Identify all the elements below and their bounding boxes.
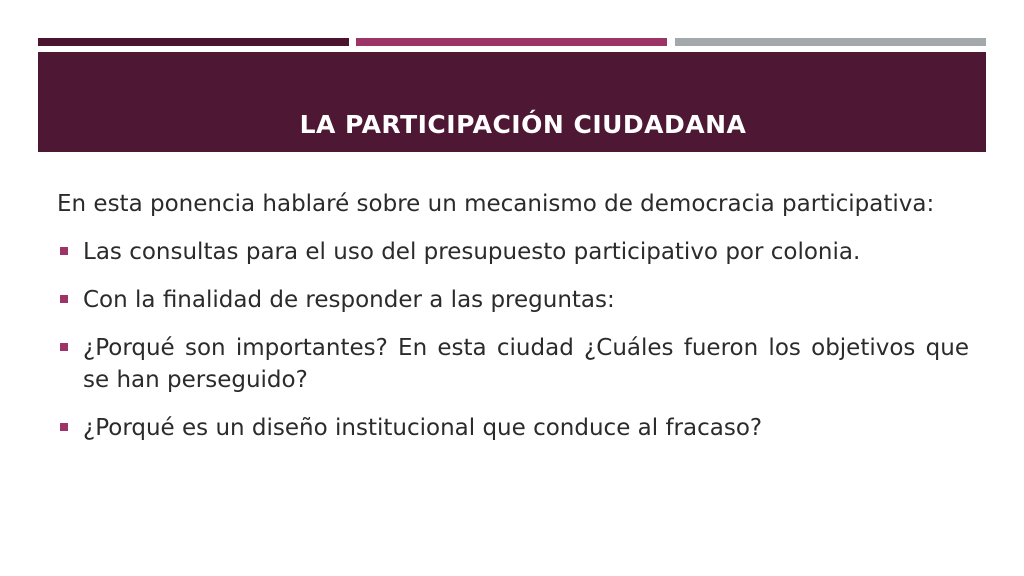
bullet-text: ¿Porqué es un diseño institucional que conduce al fracaso?	[83, 415, 763, 441]
square-bullet-icon	[60, 295, 68, 303]
list-item	[57, 284, 969, 316]
bullet-text: Las consultas para el uso del presupuesto participativo por colonia.	[83, 239, 861, 265]
bullet-list	[57, 236, 969, 444]
accent-bar-gray	[675, 38, 986, 46]
square-bullet-icon	[60, 423, 68, 431]
list-item	[57, 332, 969, 396]
intro-text: En esta ponencia hablaré sobre un mecanismo de democracia participativa:	[57, 191, 935, 217]
accent-bar-dark	[38, 38, 349, 46]
accent-bar-magenta	[356, 38, 667, 46]
list-item	[57, 236, 969, 268]
square-bullet-icon	[60, 343, 68, 351]
square-bullet-icon	[60, 247, 68, 255]
slide-body	[57, 188, 969, 460]
slide-title: LA PARTICIPACIÓN CIUDADANA	[299, 110, 747, 139]
bullet-text: ¿Porqué son importantes? En esta ciudad ¿Cuáles fueron los objetivos que se han perseguido?	[83, 335, 969, 393]
bullet-text: Con la finalidad de responder a las preguntas:	[83, 287, 615, 313]
list-item	[57, 412, 969, 444]
